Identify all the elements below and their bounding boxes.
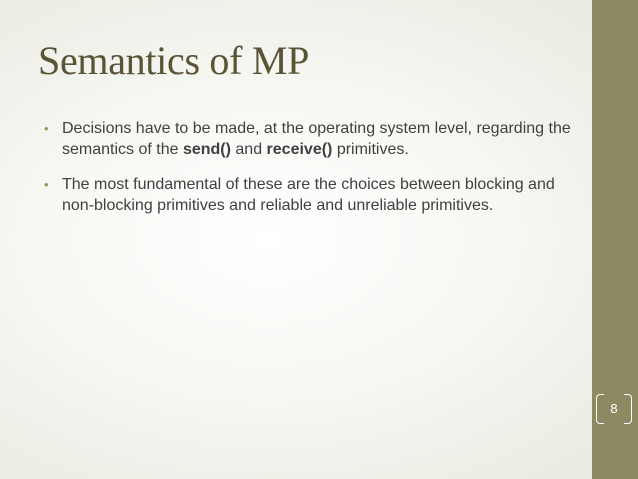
bullet-icon: •: [44, 121, 49, 136]
slide-number: 8: [610, 401, 618, 416]
bullet-text: [62, 120, 571, 158]
bullet-list: [44, 118, 584, 230]
bullet-text: The most fundamental of these are the choices between blocking and non-blocking primitives and reliable and unreliable primitives.: [62, 176, 555, 214]
bullet-text-part: and: [230, 141, 267, 158]
bullet-icon: •: [44, 177, 49, 192]
bullet-text-bold: receive(): [266, 141, 333, 158]
bullet-text-part: Decisions have to be made, at the operating system level, regarding the semantics of the: [62, 120, 571, 158]
bullet-item: [44, 118, 584, 160]
slide-title: Semantics of MP: [38, 38, 310, 83]
bullet-text-bold: send(): [182, 141, 231, 158]
slide-number-box: [594, 394, 634, 424]
bullet-item: [44, 174, 584, 216]
right-bracket-icon: [624, 394, 632, 424]
bullet-text-part: primitives.: [332, 141, 409, 158]
